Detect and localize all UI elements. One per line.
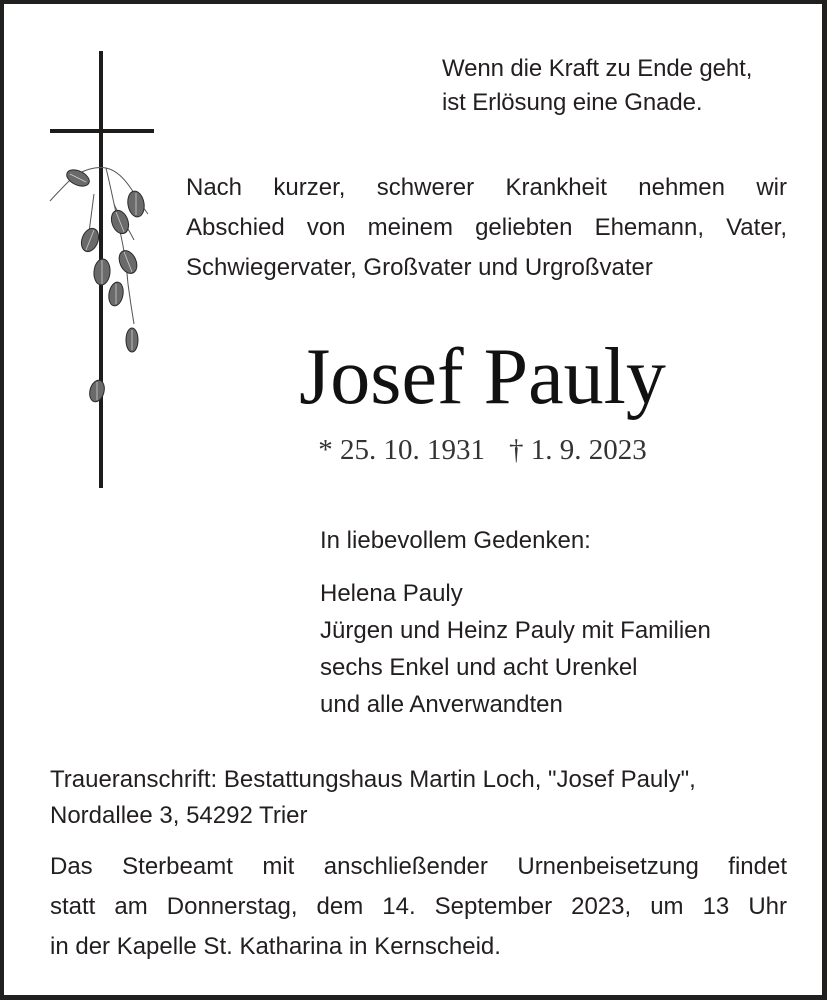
mourner: Helena Pauly bbox=[320, 580, 463, 607]
life-dates bbox=[4, 432, 827, 468]
service-line: in der Kapelle St. Katharina in Kernscheid. bbox=[50, 933, 501, 960]
motto-line: ist Erlösung eine Gnade. bbox=[442, 89, 703, 116]
service-line: statt am Donnerstag, dem 14. September 2023, um 13 Uhr bbox=[50, 893, 787, 920]
address-line: Nordallee 3, 54292 Trier bbox=[50, 802, 308, 829]
mourning-address bbox=[50, 762, 696, 834]
intro-text bbox=[186, 168, 787, 288]
mourners-list bbox=[320, 575, 711, 723]
birth-date: * 25. 10. 1931 bbox=[318, 434, 485, 466]
deceased-name: Josef Pauly bbox=[299, 333, 666, 421]
mourner: sechs Enkel und acht Urenkel bbox=[320, 654, 638, 681]
intro-line: Abschied von meinem geliebten Ehemann, Vater, bbox=[186, 214, 787, 241]
address-line: Traueranschrift: Bestattungshaus Martin Loch, "Josef Pauly", bbox=[50, 766, 696, 793]
mourner: und alle Anverwandten bbox=[320, 691, 563, 718]
service-line: Das Sterbeamt mit anschließender Urnenbeisetzung findet bbox=[50, 853, 787, 880]
memory-label: In liebevollem Gedenken: bbox=[320, 527, 591, 554]
intro-line: Nach kurzer, schwerer Krankheit nehmen wir bbox=[186, 174, 787, 201]
service-info bbox=[50, 847, 787, 967]
motto bbox=[442, 52, 752, 120]
intro-line: Schwiegervater, Großvater und Urgroßvater bbox=[186, 254, 653, 281]
death-date: † 1. 9. 2023 bbox=[509, 434, 647, 466]
motto-line: Wenn die Kraft zu Ende geht, bbox=[442, 55, 753, 82]
mourner: Jürgen und Heinz Pauly mit Familien bbox=[320, 617, 711, 644]
